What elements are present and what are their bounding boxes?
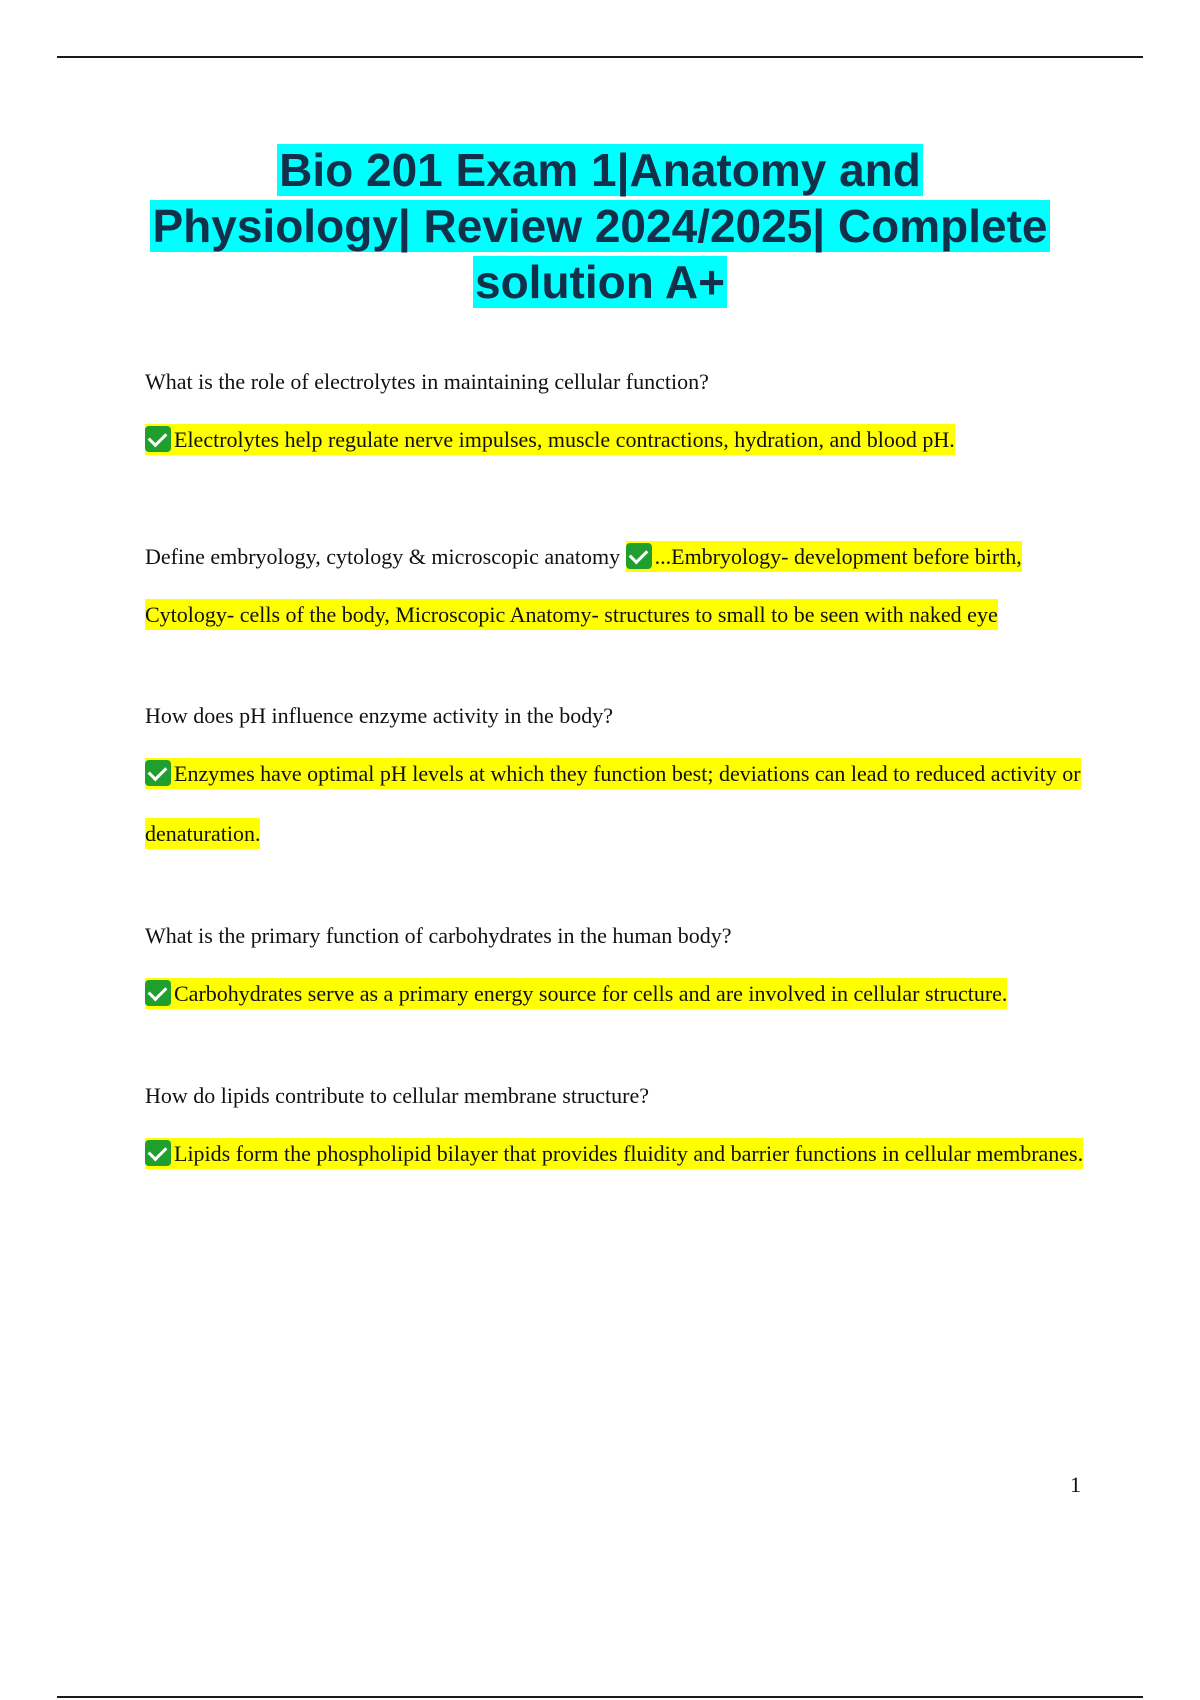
title-line-2: Physiology| Review 2024/2025| Complete [152,200,1048,252]
answer-highlight [145,758,1081,849]
answer-block [145,744,1085,864]
qa-item-5 [145,1082,1085,1184]
question-answer-inline [145,528,1085,644]
answer-text: Lipids form the phospholipid bilayer that provides fluidity and barrier functions in cellular membranes. [174,1141,1084,1166]
check-mark-icon [145,1140,171,1166]
check-mark-icon [145,980,171,1006]
answer-highlight [145,1138,1083,1169]
check-mark-icon [145,426,171,452]
answer-block [145,410,1085,470]
qa-item-2 [145,528,1085,644]
qa-list [145,360,1085,1184]
answer-block [145,964,1085,1024]
qa-item-3 [145,702,1085,864]
check-mark-icon [626,543,652,569]
title-line-3: solution A+ [474,256,725,308]
question-text: What is the primary function of carbohydrates in the human body? [145,923,732,948]
qa-item-4 [145,922,1085,1024]
check-mark-icon [145,760,171,786]
question-text: How do lipids contribute to cellular membrane structure? [145,1083,650,1108]
answer-text: Enzymes have optimal pH levels at which they function best; deviations can lead to reduced activity or denaturation. [145,761,1081,846]
bottom-rule [57,1696,1143,1698]
question-text: Define embryology, cytology & microscopic anatomy [145,544,621,569]
answer-text: Carbohydrates serve as a primary energy source for cells and are involved in cellular structure. [174,981,1008,1006]
top-rule [57,56,1143,58]
title-line-1: Bio 201 Exam 1|Anatomy and [279,144,921,196]
answer-highlight [145,424,955,455]
page-number: 1 [1070,1472,1081,1497]
answer-block [145,1124,1085,1184]
answer-text: Electrolytes help regulate nerve impulses, muscle contractions, hydration, and blood pH. [174,427,955,452]
question-text: How does pH influence enzyme activity in the body? [145,703,613,728]
qa-item-1 [145,368,1085,470]
answer-text: ...Embryology- development before birth, Cytology- cells of the body, Microscopic Anatomy- structures to small to be seen with naked eye [145,544,1022,627]
question-text: What is the role of electrolytes in maintaining cellular function? [145,369,709,394]
document-title [120,142,1080,310]
answer-highlight [145,978,1007,1009]
